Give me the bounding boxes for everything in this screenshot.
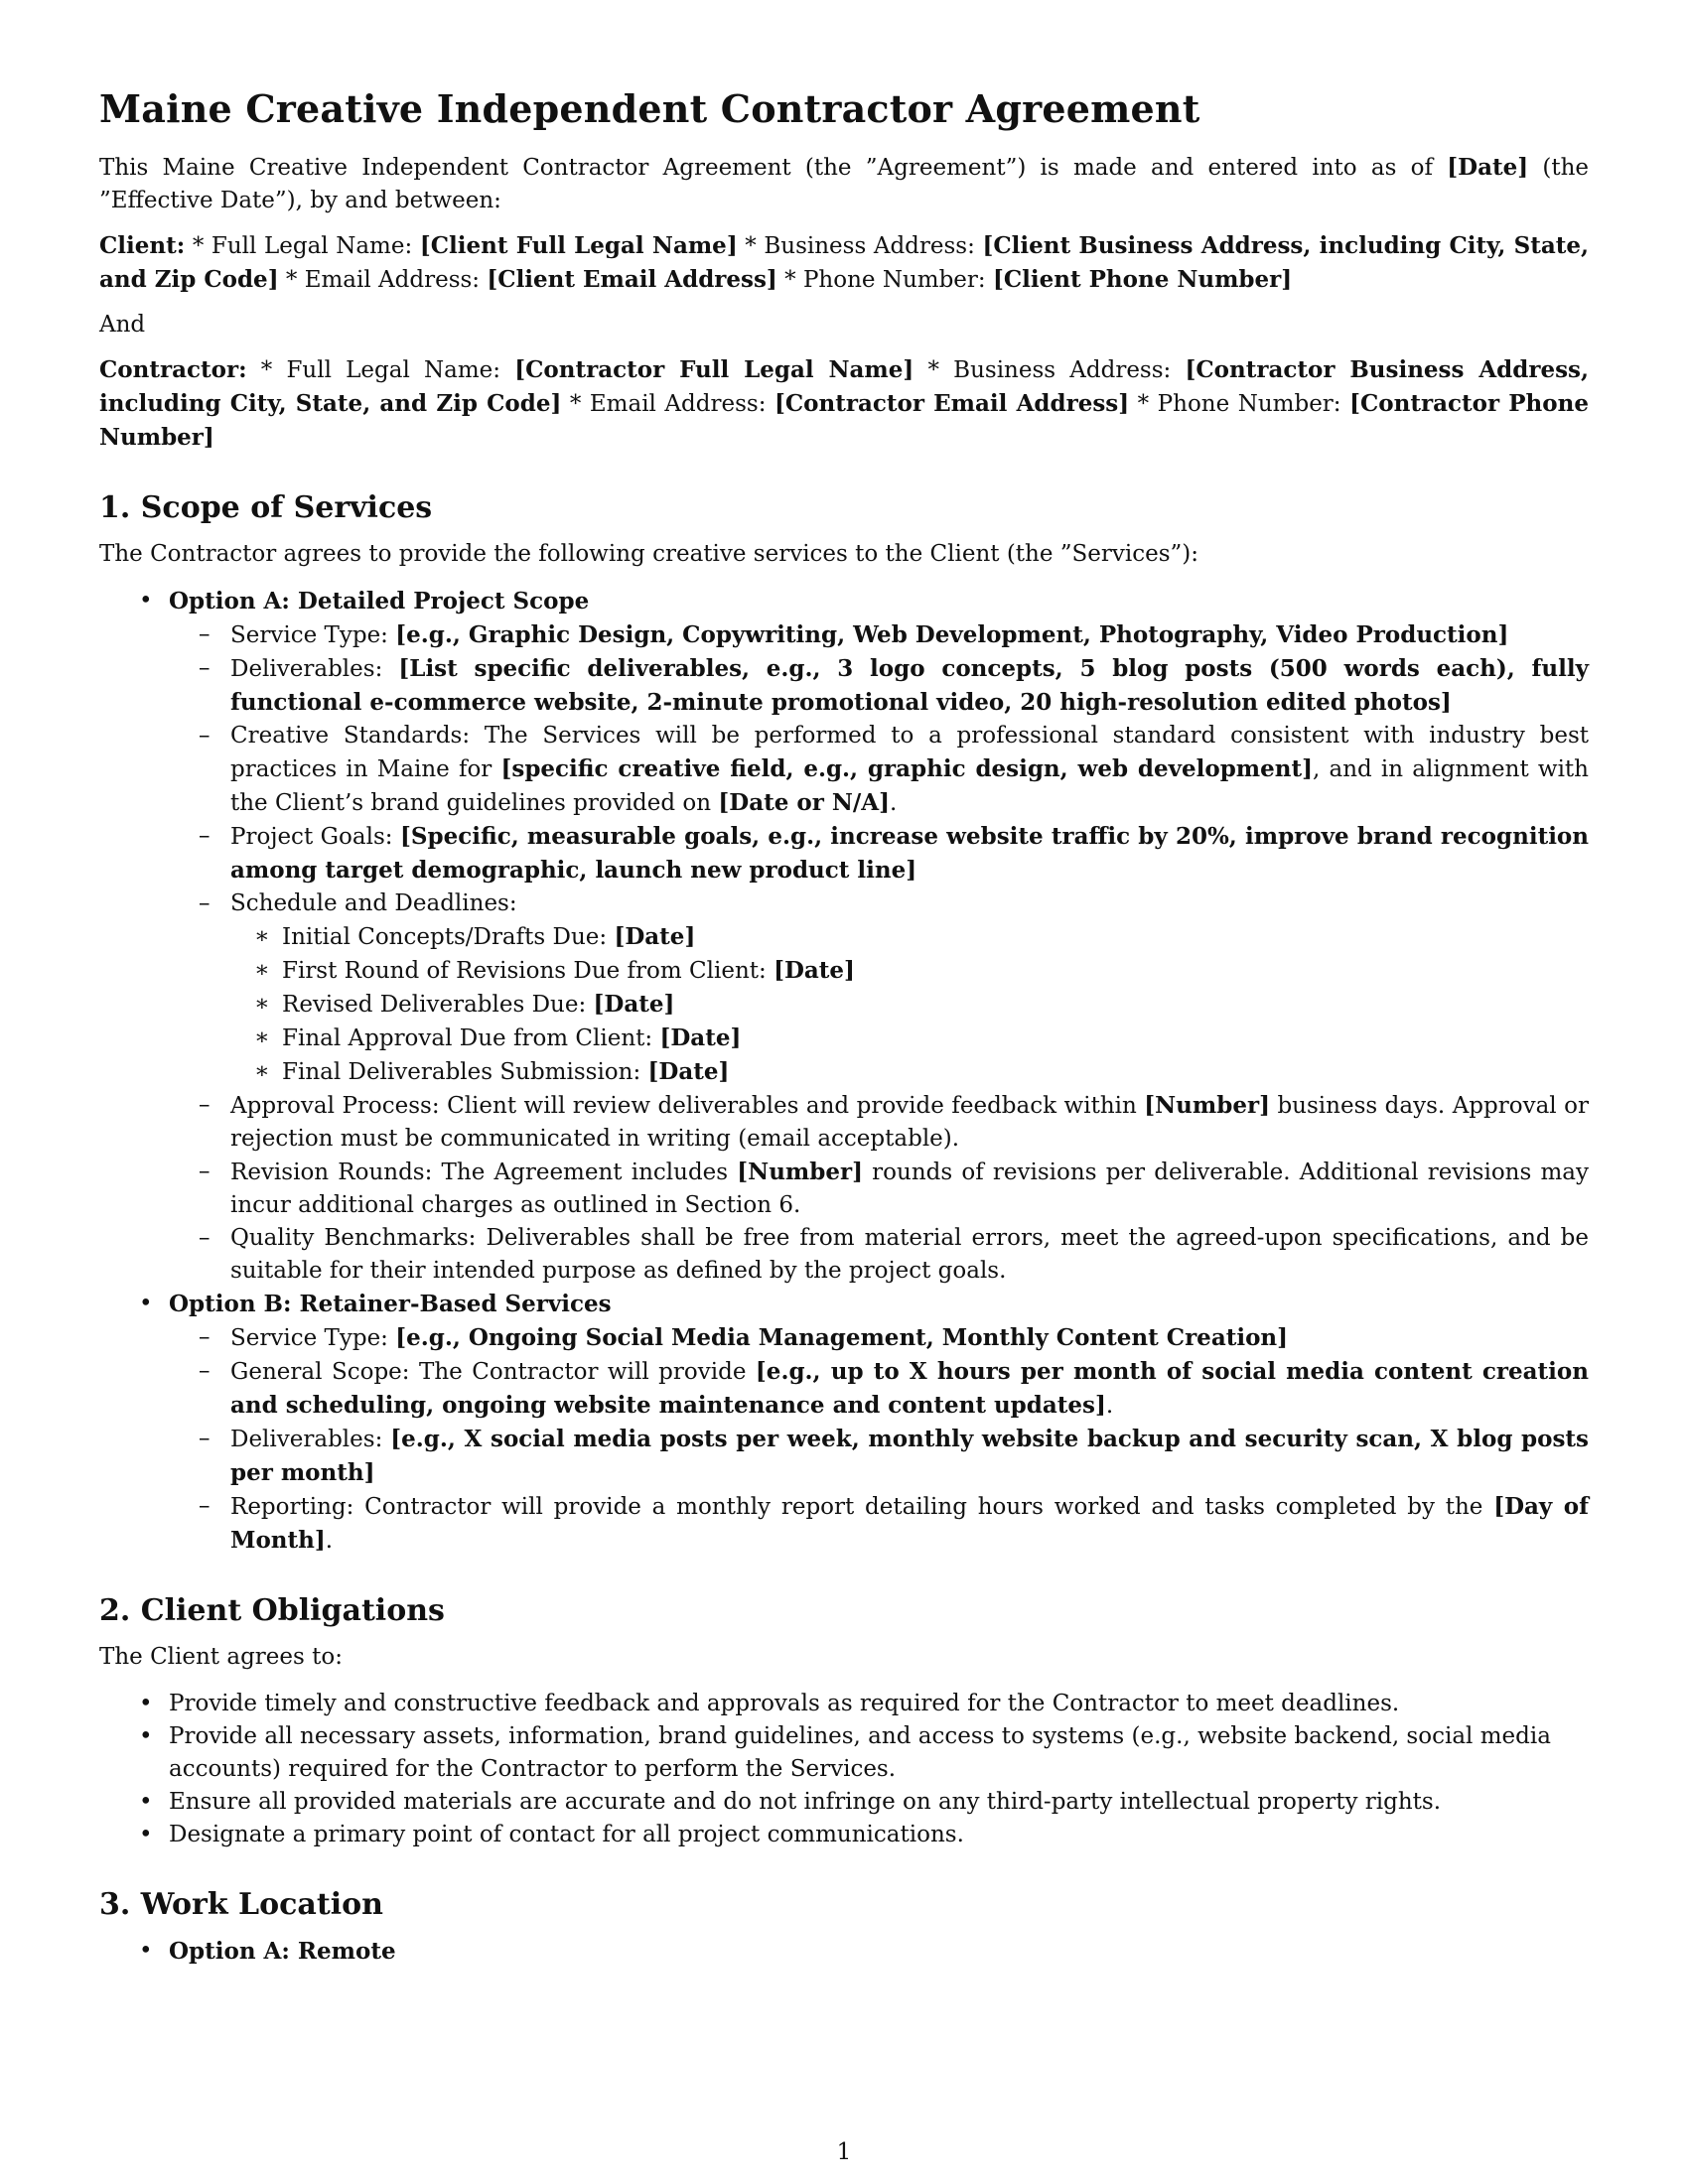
list-item: • Designate a primary point of contact for all project communications. xyxy=(99,1819,1589,1851)
contractor-phone-placeholder: [Contractor Phone Number] xyxy=(99,390,1589,451)
contractor-label: Contractor: xyxy=(99,356,247,383)
list-item: – Approval Process: Client will review deliverables and provide feedback within [Number] business days. Approval or rejection must be communicated in writing (email acceptable). xyxy=(169,1089,1589,1156)
schedule-item: ∗ Final Approval Due from Client: [Date] xyxy=(230,1022,1589,1055)
document-title: Maine Creative Independent Contractor Agreement xyxy=(99,86,1200,131)
client-name-placeholder: [Client Full Legal Name] xyxy=(419,232,738,259)
client-obligations-list xyxy=(99,1688,1589,1851)
client-block: Client: * Full Legal Name: [Client Full Legal Name] * Business Address: [Client Business Address, including City, State, and Zip Code] * Email Address: [Client Email Address] * Phone Number: [Client Phone Number] xyxy=(99,232,1589,293)
client-email-placeholder: [Client Email Address] xyxy=(487,266,777,293)
schedule-list xyxy=(230,920,1589,1089)
option-b-title: Option B: Retainer-Based Services xyxy=(169,1291,612,1317)
option-a-item xyxy=(99,585,1589,1288)
schedule-item: ∗ Initial Concepts/Drafts Due: [Date] xyxy=(230,920,1589,954)
section-3-heading: 3. Work Location xyxy=(99,1887,383,1922)
client-phone-placeholder: [Client Phone Number] xyxy=(992,266,1293,293)
contractor-email-placeholder: [Contractor Email Address] xyxy=(774,390,1130,417)
list-item: – General Scope: The Contractor will provide [e.g., up to X hours per month of social media content creation and scheduling, ongoing website maintenance and content updates]. xyxy=(169,1355,1589,1423)
list-item: • Option A: Remote xyxy=(99,1935,1589,1969)
option-a-sublist xyxy=(169,618,1589,1288)
list-item: – Schedule and Deadlines: ∗ Initial Concepts/Drafts Due: [Date] ∗ First Round of Revisions Due from Client: [Date] ∗ Revised Deliverables Due: [Date] ∗ Final Approval Due from Client: [Date] ∗ Final Deliverables Submission: [Date] xyxy=(169,887,1589,1089)
option-a-title: Option A: Detailed Project Scope xyxy=(169,588,590,614)
list-item: – Deliverables: [List specific deliverables, e.g., 3 logo concepts, 5 blog posts (500 words each), fully functional e-commerce website, 2-minute promotional video, 20 high-resolution edited photos] xyxy=(169,652,1589,720)
list-item: – Creative Standards: The Services will be performed to a professional standard consistent with industry best practices in Maine for [specific creative field, e.g., graphic design, web development], and in alignment with the Client’s brand guidelines provided on [Date or N/A]. xyxy=(169,720,1589,820)
list-item: – Quality Benchmarks: Deliverables shall be free from material errors, meet the agreed-upon specifications, and be suitable for their intended purpose as defined by the project goals. xyxy=(169,1222,1589,1288)
scope-options-list xyxy=(99,585,1589,1558)
list-item: – Deliverables: [e.g., X social media posts per week, monthly website backup and security scan, X blog posts per month] xyxy=(169,1423,1589,1490)
list-item: • Ensure all provided materials are accurate and do not infringe on any third-party intellectual property rights. xyxy=(99,1786,1589,1819)
client-address-placeholder: [Client Business Address, including City, State, and Zip Code] xyxy=(99,232,1589,293)
list-item: • Provide all necessary assets, information, brand guidelines, and access to systems (e.g., website backend, social media accounts) required for the Contractor to perform the Services. xyxy=(99,1720,1589,1786)
section-2-heading: 2. Client Obligations xyxy=(99,1593,445,1628)
effective-date-placeholder: [Date] xyxy=(1447,154,1529,181)
schedule-item: ∗ Final Deliverables Submission: [Date] xyxy=(230,1055,1589,1089)
contractor-address-placeholder: [Contractor Business Address, including City, State, and Zip Code] xyxy=(99,356,1590,417)
work-location-list xyxy=(99,1935,1589,1969)
list-item: – Project Goals: [Specific, measurable goals, e.g., increase website traffic by 20%, improve brand recognition among target demographic, launch new product line] xyxy=(169,820,1589,887)
and-text: And xyxy=(99,312,146,338)
list-item: – Revision Rounds: The Agreement includes [Number] rounds of revisions per deliverable. Additional revisions may incur additional charges as outlined in Section 6. xyxy=(169,1156,1589,1222)
section-2-intro: The Client agrees to: xyxy=(99,1644,343,1670)
list-item: • Provide timely and constructive feedback and approvals as required for the Contractor to meet deadlines. xyxy=(99,1688,1589,1720)
list-item: – Service Type: [e.g., Ongoing Social Media Management, Monthly Content Creation] xyxy=(169,1321,1589,1355)
intro-paragraph: This Maine Creative Independent Contractor Agreement (the ”Agreement”) is made and entered into as of [Date] (the ”Effective Date”), by and between: xyxy=(99,154,1590,213)
option-b-item xyxy=(99,1288,1589,1558)
page-number: 1 xyxy=(836,2139,852,2165)
contractor-name-placeholder: [Contractor Full Legal Name] xyxy=(514,356,914,383)
list-item: – Service Type: [e.g., Graphic Design, Copywriting, Web Development, Photography, Video Production] xyxy=(169,618,1589,652)
contractor-block: Contractor: * Full Legal Name: [Contractor Full Legal Name] * Business Address: [Contractor Business Address, including City, State, and Zip Code] * Email Address: [Contractor Email Address] * Phone Number: [Contractor Phone Number] xyxy=(99,356,1590,451)
client-label: Client: xyxy=(99,232,186,259)
schedule-item: ∗ First Round of Revisions Due from Client: [Date] xyxy=(230,954,1589,988)
option-b-sublist xyxy=(169,1321,1589,1558)
section-1-heading: 1. Scope of Services xyxy=(99,490,433,525)
schedule-item: ∗ Revised Deliverables Due: [Date] xyxy=(230,988,1589,1022)
list-item: – Reporting: Contractor will provide a monthly report detailing hours worked and tasks completed by the [Day of Month]. xyxy=(169,1490,1589,1558)
section-1-intro: The Contractor agrees to provide the following creative services to the Client (the ”Services”): xyxy=(99,541,1199,567)
